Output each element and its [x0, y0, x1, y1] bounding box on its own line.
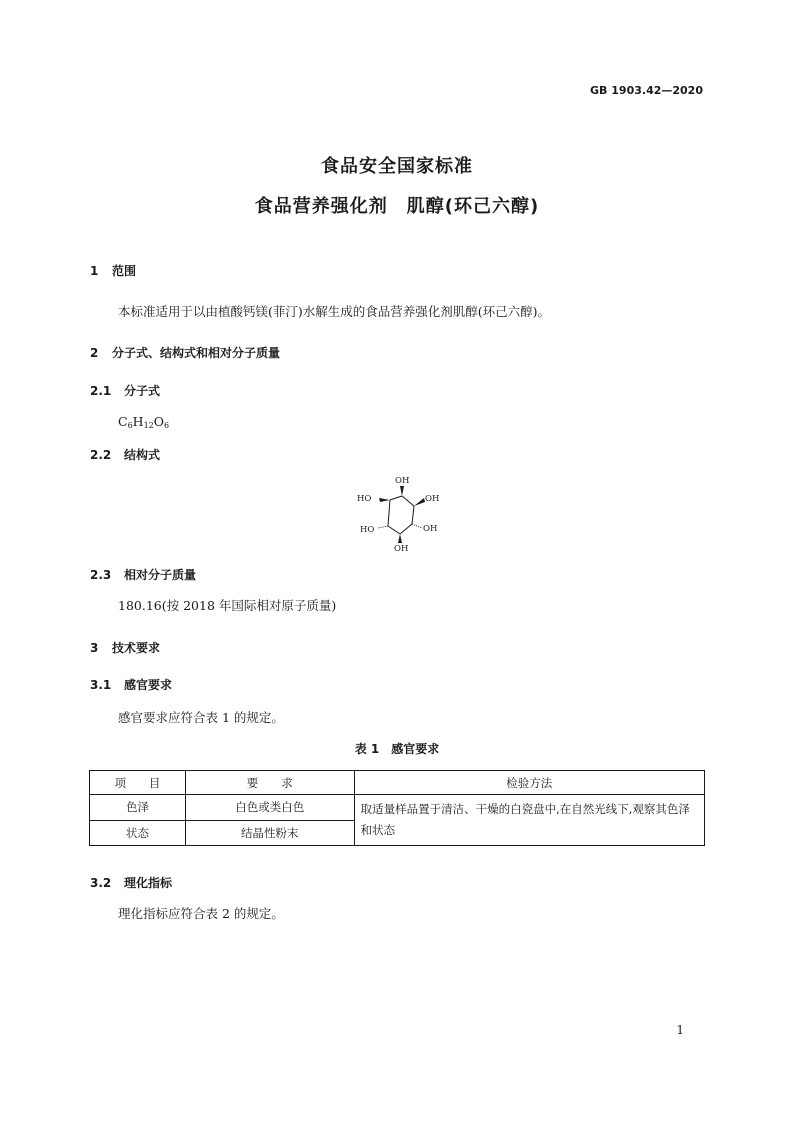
header-method: 检验方法: [354, 771, 704, 795]
section-number: 2.1: [90, 384, 112, 398]
physicochemical-paragraph: 理化指标应符合表 2 的规定。: [118, 906, 284, 921]
section-number: 3.1: [90, 678, 112, 692]
section-title: 分子式: [124, 384, 161, 398]
section-number: 3.2: [90, 876, 112, 890]
page-number: 1: [676, 1023, 684, 1037]
section-2-heading: [90, 344, 280, 361]
section-number: 2.2: [90, 448, 112, 462]
section-title: 理化指标: [124, 876, 173, 890]
document-subtitle: 食品营养强化剂 肌醇(环己六醇): [254, 196, 540, 217]
cell-method: 取适量样品置于清洁、干燥的白瓷盘中,在自然光线下,观察其色泽和状态: [354, 795, 704, 846]
table-1-caption: 表 1 感官要求: [354, 742, 440, 756]
section-1-heading: [90, 262, 136, 279]
table-row: [90, 795, 705, 821]
section-3-heading: [90, 639, 160, 656]
ho-label: HO: [360, 525, 375, 535]
section-2-3-heading: [90, 566, 196, 583]
section-2-1-heading: [90, 382, 160, 399]
cell-requirement: 结晶性粉末: [185, 820, 354, 846]
ho-label: HO: [357, 494, 372, 504]
section-number: 2: [90, 346, 99, 360]
section-title: 技术要求: [112, 641, 161, 655]
sensory-paragraph: 感官要求应符合表 1 的规定。: [118, 710, 284, 725]
oh-label: OH: [425, 494, 440, 504]
oh-label: OH: [423, 524, 438, 534]
table-header-row: [90, 771, 705, 795]
standard-number: GB 1903.42—2020: [590, 84, 703, 97]
section-title: 相对分子质量: [124, 568, 197, 582]
section-number: 2.3: [90, 568, 112, 582]
cell-item: 状态: [90, 820, 186, 846]
section-3-2-heading: [90, 874, 172, 891]
cell-requirement: 白色或类白色: [185, 795, 354, 821]
section-number: 3: [90, 641, 99, 655]
molecular-mass-paragraph: 180.16(按 2018 年国际相对原子质量): [118, 598, 337, 613]
header-item: 项 目: [90, 771, 186, 795]
section-2-2-heading: [90, 446, 160, 463]
document-title: 食品安全国家标准: [321, 156, 473, 177]
section-number: 1: [90, 264, 99, 278]
sensory-requirements-table: [89, 770, 705, 846]
oh-label: OH: [394, 544, 409, 554]
header-requirement: 要 求: [185, 771, 354, 795]
section-title: 结构式: [124, 448, 161, 462]
scope-paragraph: 本标准适用于以由植酸钙镁(菲汀)水解生成的食品营养强化剂肌醇(环己六醇)。: [118, 304, 551, 319]
section-title: 范围: [112, 264, 137, 278]
section-title: 感官要求: [124, 678, 173, 692]
molecular-formula: $C_6H_{12}O_6$: [118, 414, 170, 430]
oh-label: OH: [395, 476, 410, 486]
section-3-1-heading: [90, 676, 172, 693]
cell-item: 色泽: [90, 795, 186, 821]
section-title: 分子式、结构式和相对分子质量: [112, 346, 281, 360]
structural-formula-diagram: [350, 472, 450, 558]
